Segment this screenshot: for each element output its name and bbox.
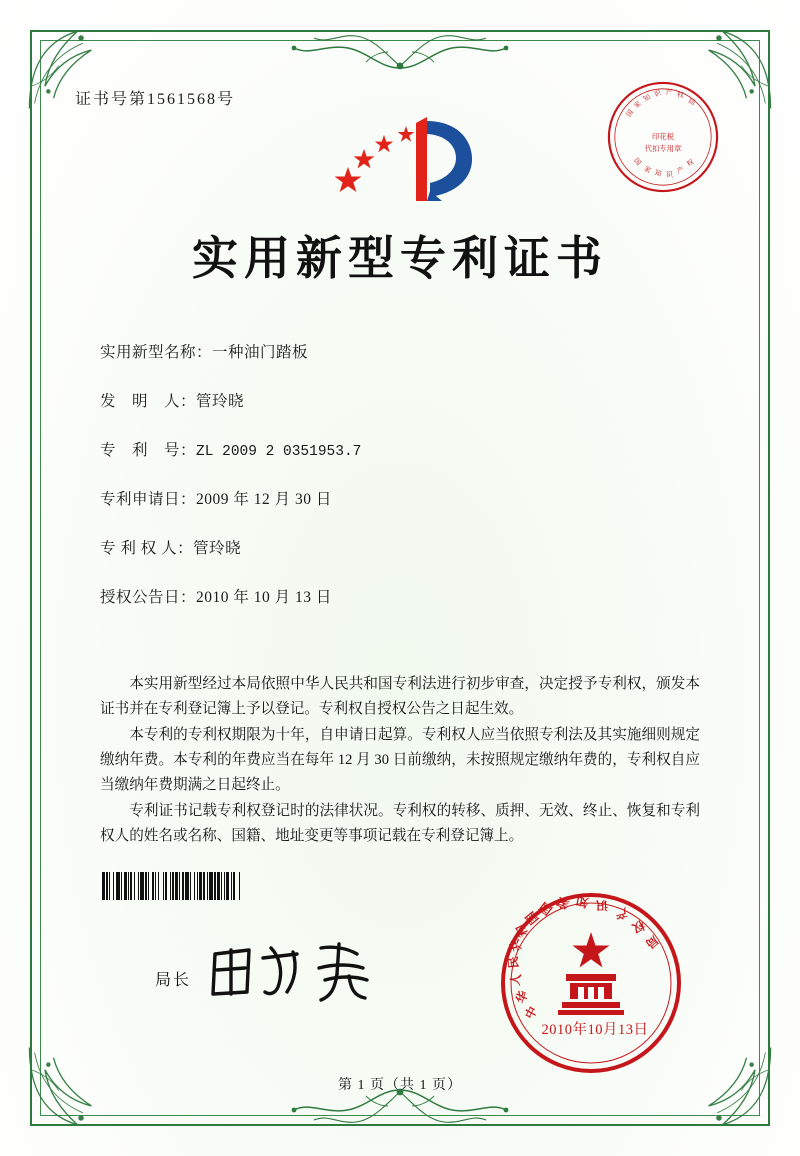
cnipa-logo bbox=[330, 105, 490, 215]
svg-text:共: 共 bbox=[507, 937, 524, 954]
field-value: 管玲晓 bbox=[196, 393, 245, 410]
field-label: 授权公告日： bbox=[100, 589, 197, 606]
svg-text:国: 国 bbox=[536, 899, 555, 918]
top-flourish-ornament-icon bbox=[270, 22, 530, 74]
field-label: 发 明 人： bbox=[100, 393, 197, 410]
svg-text:人: 人 bbox=[508, 972, 524, 987]
svg-text:中: 中 bbox=[522, 1004, 541, 1022]
field-label: 专利申请日： bbox=[100, 491, 197, 508]
page-footer: 第 1 页（共 1 页） bbox=[338, 1078, 462, 1093]
handwritten-signature bbox=[201, 936, 401, 1006]
svg-text:产: 产 bbox=[675, 165, 685, 176]
legal-text bbox=[100, 672, 700, 850]
svg-text:代扣专用章: 代扣专用章 bbox=[644, 143, 682, 153]
tax-stamp-seal bbox=[604, 78, 722, 196]
svg-text:权: 权 bbox=[676, 90, 685, 100]
svg-text:权: 权 bbox=[629, 917, 648, 936]
page-title: 实用新型专利证书 bbox=[192, 231, 608, 285]
field-grant-announcement-date bbox=[100, 585, 700, 607]
legal-paragraph: 本专利的专利权期限为十年，自申请日起算。专利权人应当依照专利法及其实施细则规定缴纳年费。本专利的年费应当在每年 12 月 30 日前缴纳，未按照规定缴纳年费的，专利权自应当缴纳年费期满之日起终止。 bbox=[100, 727, 700, 793]
svg-text:国: 国 bbox=[632, 156, 643, 168]
certificate-number: 证书号第1561568号 bbox=[75, 91, 236, 108]
field-value: ZL 2009 2 0351953.7 bbox=[196, 444, 362, 460]
svg-text:和: 和 bbox=[512, 921, 531, 940]
signature-label: 局长 bbox=[155, 971, 192, 989]
svg-text:识: 识 bbox=[653, 88, 663, 99]
legal-paragraph: 专利证书记载专利权登记时的法律状况。专利权的转移、质押、无效、终止、恢复和专利权人的姓名或名称、国籍、地址变更等事项记载在专利登记簿上。 bbox=[100, 803, 700, 844]
official-seal bbox=[496, 888, 686, 1078]
field-value: 2009 年 12 月 30 日 bbox=[196, 491, 332, 508]
field-utility-model-name bbox=[100, 340, 700, 362]
field-value: 一种油门踏板 bbox=[212, 344, 309, 361]
signature-row bbox=[155, 950, 401, 1006]
field-patentee bbox=[100, 536, 700, 558]
svg-text:家: 家 bbox=[642, 164, 653, 175]
seal-date: 2010年10月13日 bbox=[541, 1022, 649, 1038]
svg-text:权: 权 bbox=[685, 157, 696, 169]
field-inventor bbox=[100, 389, 700, 411]
field-list bbox=[100, 340, 700, 634]
field-application-date bbox=[100, 487, 700, 509]
field-value: 2010 年 10 月 13 日 bbox=[196, 589, 332, 606]
svg-text:印花税: 印花税 bbox=[651, 131, 675, 141]
svg-text:家: 家 bbox=[554, 894, 572, 912]
field-label: 专 利 号： bbox=[100, 442, 197, 459]
legal-paragraph: 本实用新型经过本局依照中华人民共和国专利法进行初步审查，决定授予专利权，颁发本证书并在专利登记簿上予以登记。专利权自授权公告之日起生效。 bbox=[100, 676, 700, 717]
svg-text:局: 局 bbox=[642, 932, 662, 952]
svg-text:产: 产 bbox=[665, 87, 674, 97]
svg-text:国: 国 bbox=[522, 908, 542, 928]
svg-text:产: 产 bbox=[613, 905, 629, 922]
barcode bbox=[102, 872, 360, 900]
svg-text:知: 知 bbox=[574, 893, 590, 910]
svg-text:华: 华 bbox=[513, 989, 531, 1005]
field-patent-number bbox=[100, 438, 700, 460]
svg-text:民: 民 bbox=[505, 955, 521, 969]
field-label: 专 利 权 人： bbox=[100, 540, 194, 557]
svg-text:知: 知 bbox=[642, 92, 653, 104]
field-label: 实用新型名称： bbox=[100, 344, 213, 361]
svg-text:家: 家 bbox=[632, 99, 643, 110]
svg-text:识: 识 bbox=[665, 170, 673, 179]
svg-text:国: 国 bbox=[624, 108, 636, 119]
svg-text:识: 识 bbox=[595, 898, 609, 913]
svg-text:知: 知 bbox=[653, 168, 663, 179]
field-value: 管玲晓 bbox=[193, 540, 242, 557]
svg-text:局: 局 bbox=[686, 97, 697, 108]
